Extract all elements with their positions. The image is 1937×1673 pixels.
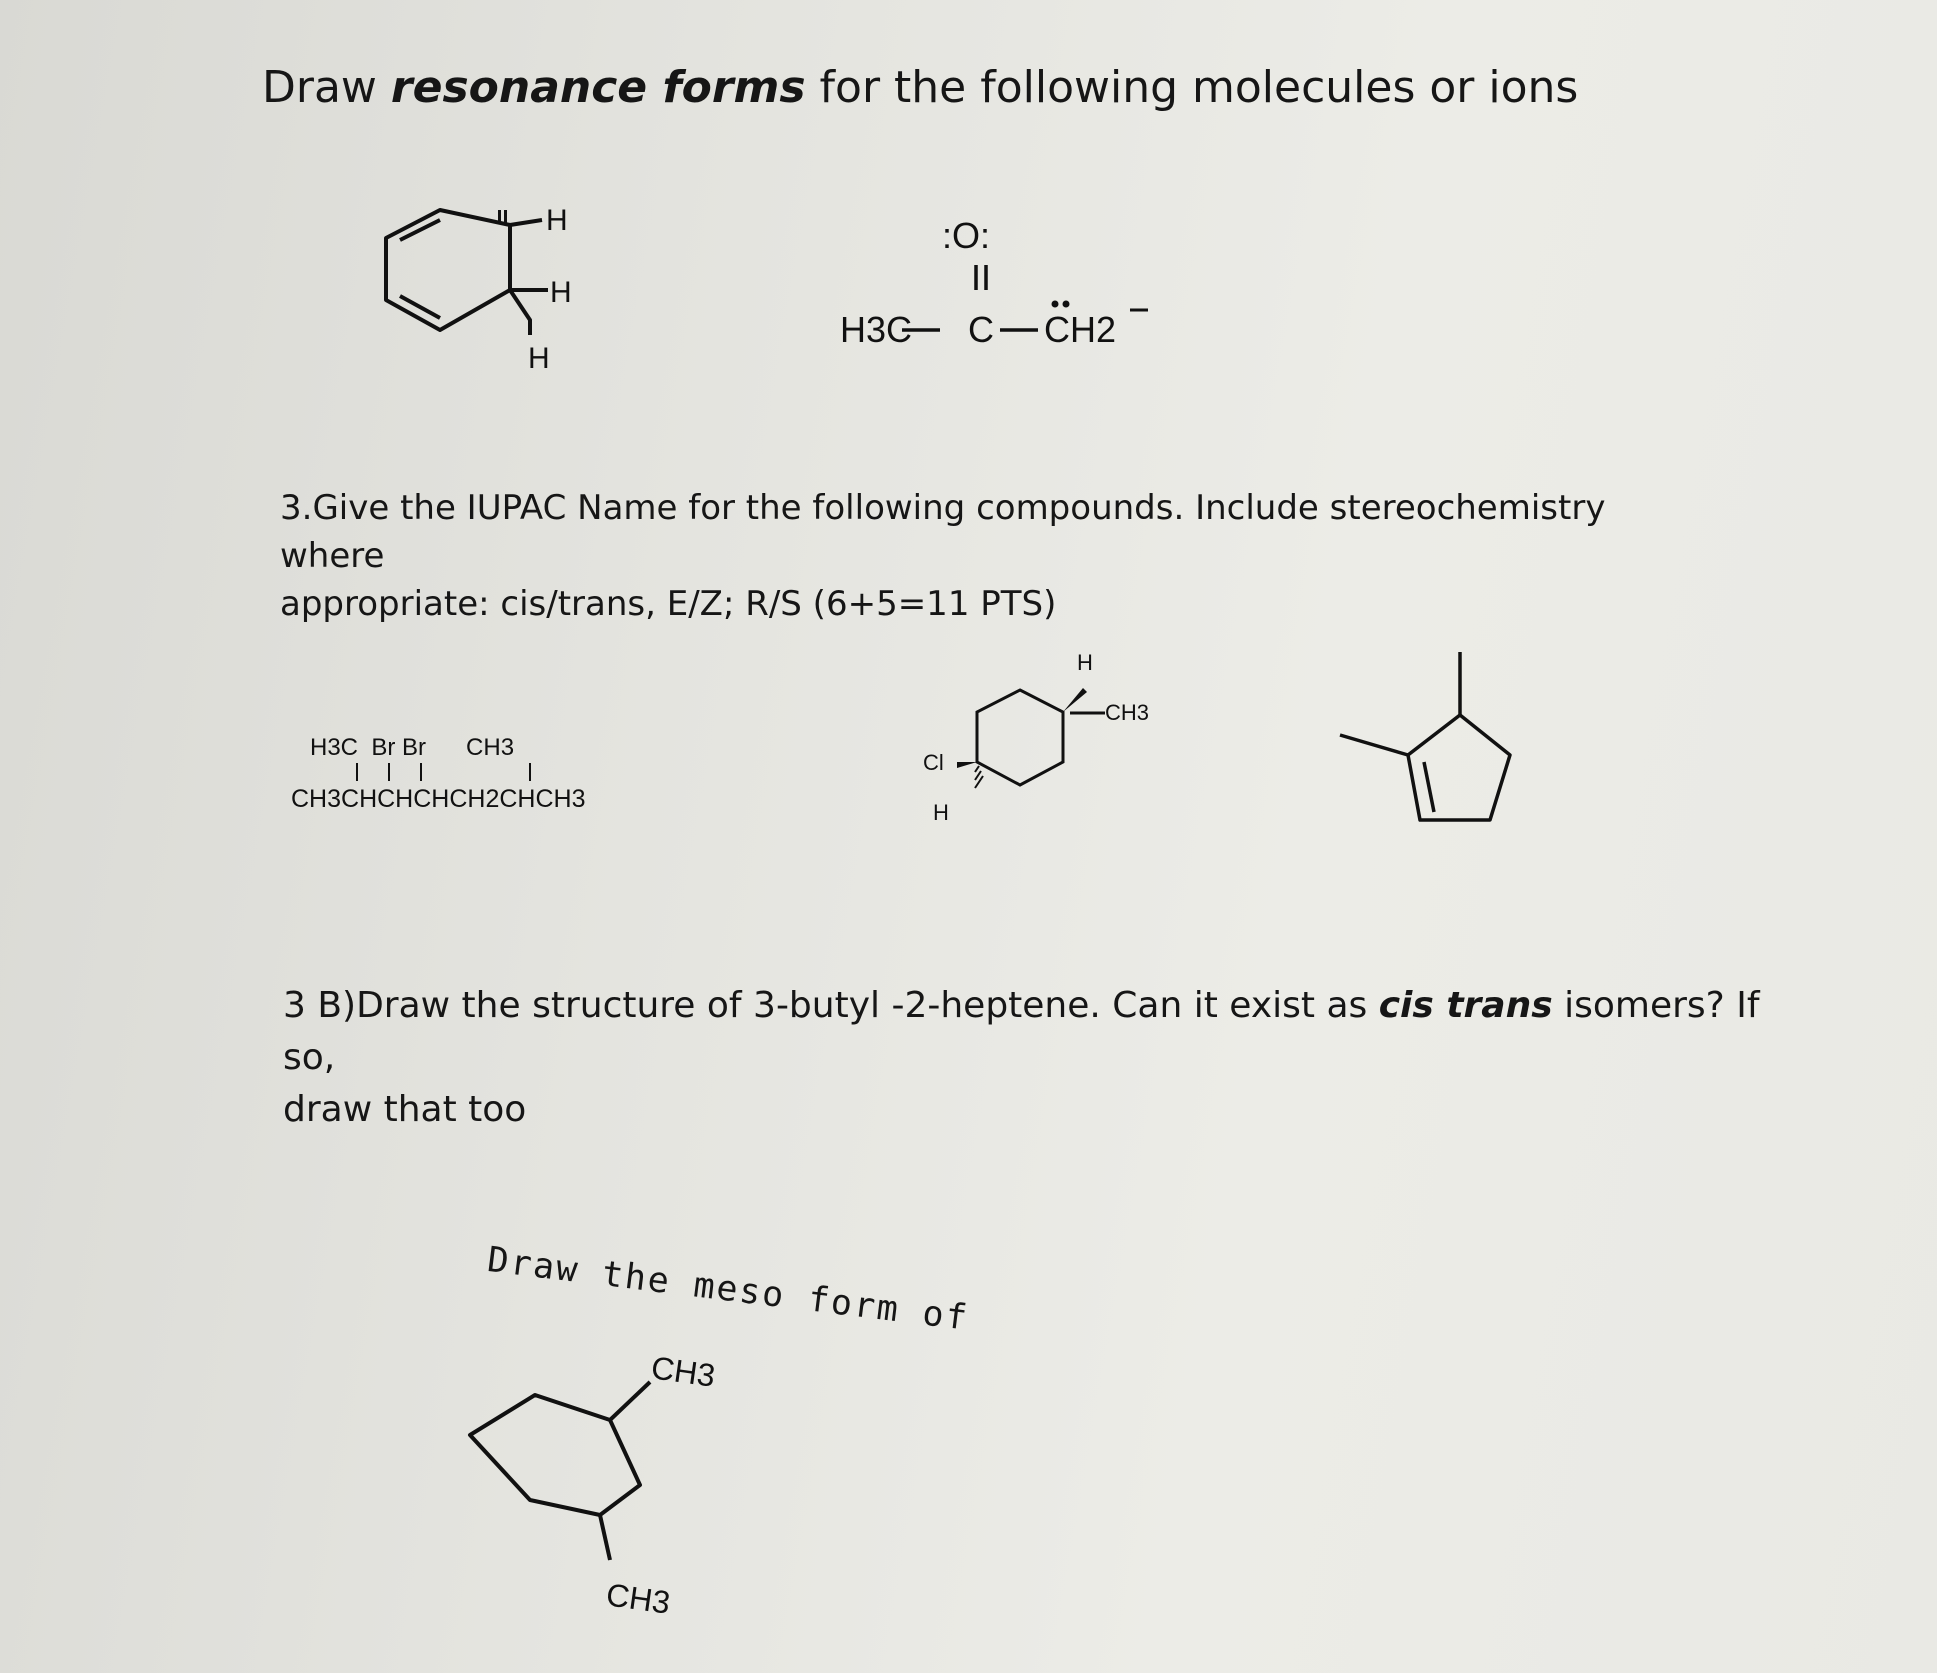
question-3-line-2: appropriate: cis/trans, E/Z; R/S (6+5=11 PTS) (280, 584, 1057, 624)
question-3b-line-1 (283, 980, 1803, 1084)
condensed-top-substituents: H3C Br Br CH3 (310, 734, 515, 761)
question-3b-emphasis: cis trans (1378, 985, 1553, 1026)
resonance-structure-1 (370, 190, 610, 390)
question-3b-text-post: isomers? If so, (283, 985, 1760, 1078)
substituted-cyclopentene (1330, 640, 1570, 840)
cl-label: Cl (923, 750, 944, 775)
ch2-label: CH2 (1044, 309, 1117, 350)
h-label-upper: H (1077, 650, 1093, 675)
resonance-heading (262, 62, 1578, 113)
heading-text-pre: Draw (262, 62, 391, 113)
heading-text-post: for the following molecules or ions (805, 62, 1579, 113)
ch3-label-bottom: CH3 (604, 1576, 673, 1621)
oxygen-label: :O: (942, 215, 991, 256)
carbonyl-carbon-label: C (968, 309, 994, 350)
question-3b (283, 980, 1803, 1136)
dimethylcyclohexane (450, 1340, 770, 1660)
h-label-bottom: H (528, 342, 550, 375)
substituted-cyclohexane (895, 640, 1175, 840)
question-3b-line-2: draw that too (283, 1089, 527, 1130)
h-label-top: H (546, 204, 568, 237)
h3c-label: H3C (840, 309, 913, 350)
resonance-structure-2 (830, 210, 1190, 360)
h-label-lower: H (933, 800, 949, 825)
ch3-label-top: CH3 (649, 1349, 718, 1394)
ch3-label-upper: CH3 (1105, 700, 1150, 725)
h-label-mid: H (550, 276, 572, 309)
question-3b-text-pre: 3 B)Draw the structure of 3-butyl -2-heptene. Can it exist as (283, 985, 1379, 1026)
question-3 (280, 484, 1700, 628)
question-3-line-1: 3.Give the IUPAC Name for the following compounds. Include stereochemistry where (280, 488, 1606, 576)
heading-emphasis: resonance forms (390, 62, 806, 113)
condensed-main-chain: CH3CHCHCHCH2CHCH3 (291, 785, 586, 813)
meso-prompt: Draw the meso form of (485, 1240, 971, 1339)
condensed-formula-compound (285, 725, 625, 825)
